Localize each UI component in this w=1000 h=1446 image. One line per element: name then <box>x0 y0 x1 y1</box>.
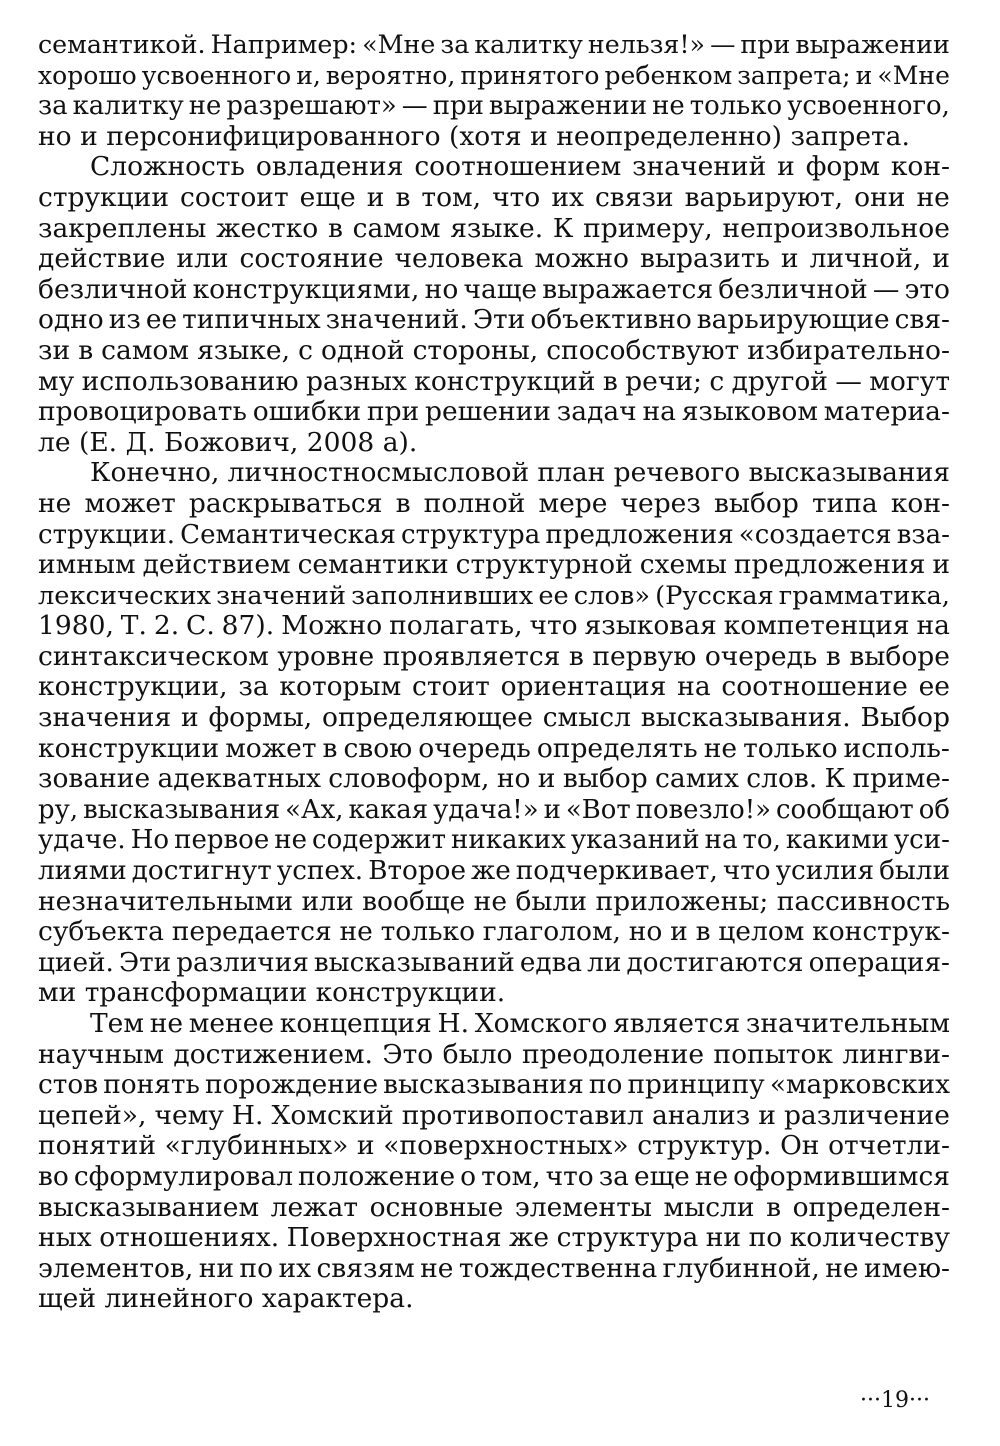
text-line: лексических значений заполнивших ее слов» (Русская грамматика, <box>38 580 950 611</box>
text-line: цией. Эти различия высказываний едва ли достигаются операция- <box>38 947 950 978</box>
text-line: зование адекватных словоформ, но и выбор самих слов. К приме- <box>38 763 950 795</box>
text-line: удаче. Но первое не содержит никаких указаний на то, какими уси- <box>38 825 950 856</box>
text-line: субъекта передается не только глаголом, но и в целом конструк- <box>38 916 950 948</box>
text-line: хорошо усвоенного и, вероятно, принятого ребенком запрета; и «Мне <box>38 60 950 90</box>
text-line: синтаксическом уровне проявляется в первую очередь в выборе <box>38 640 950 672</box>
text-line: высказыванием лежат основные элементы мысли в определен- <box>38 1191 950 1223</box>
page-number: ···19··· <box>860 1388 930 1413</box>
text-line: во сформулировал положение о том, что за еще не оформившимся <box>38 1160 950 1192</box>
page-text <box>38 30 950 1420</box>
text-line: лиями достигнут успех. Второе же подчеркивает, что усилия были <box>38 856 950 887</box>
text-line: ле (Е. Д. Божович, 2008 а). <box>38 426 418 458</box>
text-line: Тем не менее концепция Н. Хомского является значительным <box>90 1008 950 1039</box>
text-line: зи в самом языке, с одной стороны, способствуют избирательно- <box>38 334 950 366</box>
text-line: научным достижением. Это было преодоление попыток лингви- <box>38 1038 950 1070</box>
text-line: цепей», чему Н. Хомский противопоставил анализ и различение <box>38 1099 950 1131</box>
text-line: действие или состояние человека можно выразить и личной, и <box>38 243 950 275</box>
text-line: ных отношениях. Поверхностная же структура ни по количеству <box>38 1222 950 1254</box>
text-line: Сложность овладения соотношением значений и форм кон- <box>90 151 950 183</box>
text-line: но и персонифицированного (хотя и неопределенно) запрета. <box>38 120 910 152</box>
text-line: щей линейного характера. <box>38 1283 414 1315</box>
text-line: за калитку не разрешают» — при выражении не только усвоенного, <box>38 91 950 122</box>
text-line: одно из ее типичных значений. Эти объективно варьирующие свя- <box>38 304 950 336</box>
text-line: струкции. Семантическая структура предложения «создается вза- <box>38 519 950 550</box>
text-line: не может раскрываться в полной мере через выбор типа кон- <box>38 487 950 519</box>
text-line: понятий «глубинных» и «поверхностных» структур. Он отчетли- <box>38 1130 950 1162</box>
text-line: струкции состоит еще и в том, что их связи варьируют, они не <box>38 181 950 213</box>
text-line: му использованию разных конструкций в речи; с другой — могут <box>38 365 950 397</box>
text-line: провоцировать ошибки при решении задач на языковом материа- <box>38 396 950 428</box>
text-line: конструкции, за которым стоит ориентация на соотношение ее <box>38 671 950 703</box>
text-line: 1980, Т. 2. С. 87). Можно полагать, что языковая компетенция на <box>38 610 950 642</box>
text-line: стов понять порождение высказывания по принципу «марковских <box>38 1070 950 1101</box>
text-line: семантикой. Например: «Мне за калитку нельзя!» — при выражении <box>38 30 950 59</box>
text-line: элементов, ни по их связям не тождественна глубинной, не имею- <box>38 1252 950 1284</box>
text-line: значения и формы, определяющее смысл высказывания. Выбор <box>38 702 950 734</box>
text-line: незначительными или вообще не были приложены; пассивность <box>38 885 950 917</box>
text-line: ру, высказывания «Ах, какая удача!» и «Вот повезло!» сообщают об <box>38 794 950 825</box>
text-line: Конечно, личностносмысловой план речевого высказывания <box>90 457 950 489</box>
text-line: ми трансформации конструкции. <box>38 977 506 1009</box>
text-line: безличной конструкциями, но чаще выражается безличной — это <box>38 273 950 305</box>
text-line: конструкции может в свою очередь определять не только исполь- <box>38 732 950 764</box>
text-line: закреплены жестко в самом языке. К примеру, непроизвольное <box>38 212 950 244</box>
text-line: имным действием семантики структурной схемы предложения и <box>38 549 950 581</box>
